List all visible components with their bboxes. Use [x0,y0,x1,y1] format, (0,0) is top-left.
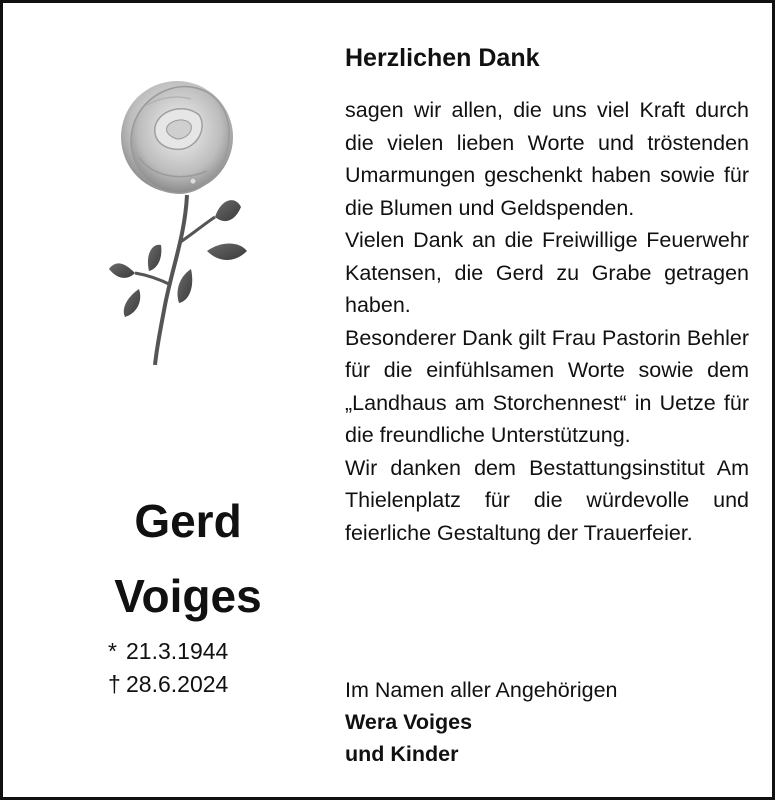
birth-row [108,635,228,668]
last-name: Voiges [114,570,262,622]
life-dates [108,635,228,701]
thanks-paragraph: Besonderer Dank gilt Frau Pastorin Behler für die einfühlsamen Worte sowie dem „Landhaus am Storchennest“ in Uetze für die freundliche Unterstützung. [345,325,749,447]
signer-name: Wera Voiges [345,710,473,734]
death-row [108,668,228,701]
thanks-heading: Herzlichen Dank [345,44,540,72]
rose-image [95,65,285,365]
signature-block [345,674,618,770]
birth-date: 21.3.1944 [126,638,229,664]
thanks-paragraph: Vielen Dank an die Freiwillige Feuerwehr Katensen, die Gerd zu Grabe getragen haben. [345,228,749,317]
cross-symbol: † [108,671,121,697]
signer-family: und Kinder [345,742,459,766]
birth-symbol: * [108,638,117,664]
thanks-text [345,41,749,549]
rose-icon [95,65,285,365]
thanks-paragraph: sagen wir allen, die uns viel Kraft durch die vielen lieben Worte und tröstenden Umarmungen geschenkt haben sowie für die Blumen und Geldspenden. [345,98,749,220]
death-date: 28.6.2024 [126,671,229,697]
closing-line: Im Namen aller Angehörigen [345,678,618,702]
first-name: Gerd [134,495,242,547]
thanks-paragraph: Wir danken dem Bestattungsinstitut Am Thielenplatz für die würdevolle und feierliche Gestaltung der Trauerfeier. [345,455,749,545]
